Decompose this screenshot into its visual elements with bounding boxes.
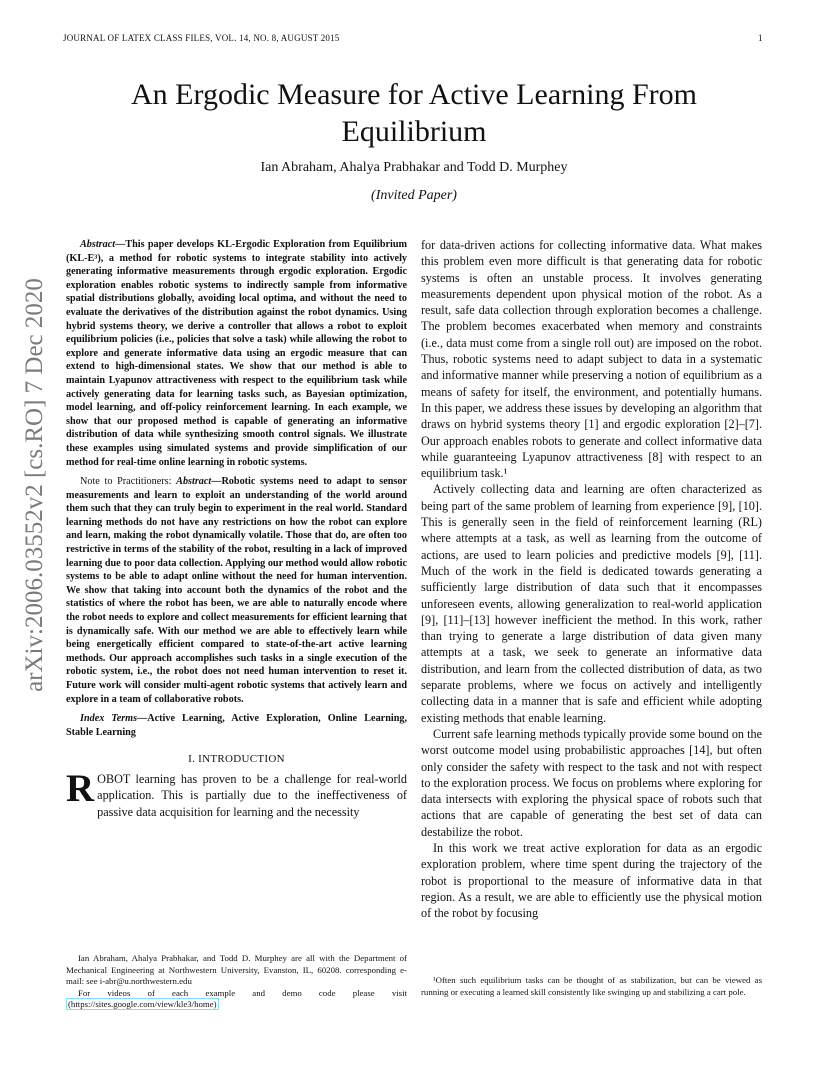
page-number: 1 (758, 33, 763, 43)
body-paragraph-1: for data-driven actions for collecting informative data. What makes this problem even more difficult is that generating data for robotic systems is often an unstable process. It involves generating measurements dependent upon physical motion of the robot. As a result, safe data collection through exploration becomes a challenge. The problem becomes exacerbated when memory and constraints (i.e., data must come from a single roll out) are imposed on the robot. Thus, robotic systems need to adapt subject to data in a systematic and informative manner while preserving a notion of equilibrium as a means of safety for itself, the environment, and potentially humans. In this paper, we address these issues by developing an algorithm that draws on hybrid systems theory [1] and ergodic exploration [2]–[7]. Our approach enables robots to generate and collect informative data while guaranteeing Lyapunov attractiveness [8] with respect to an equilibrium task.¹ (421, 238, 762, 481)
videos-note (66, 988, 407, 1011)
paper-title: An Ergodic Measure for Active Learning From Equilibrium (131, 78, 697, 148)
footnote-1: ¹Often such equilibrium tasks can be thought of as stabilization, but can be viewed as running or executing a learned skill consistently like swinging up and stabilizing a cart pole. (421, 975, 762, 997)
running-header: JOURNAL OF LATEX CLASS FILES, VOL. 14, NO. 8, AUGUST 2015 (63, 33, 340, 43)
introduction-text: OBOT learning has proven to be a challenge for real-world application. This is partially due to the ineffectiveness of passive data acquisition for learning and the necessity (97, 771, 407, 819)
note-to-practitioners (66, 475, 407, 706)
body-paragraph-3: Current safe learning methods typically provide some bound on the worst outcome model using probabilistic approaches [14], but often only consider the safety with respect to the task and not with respect to the exploration process. We focus on problems where exploring for data intersects with exploring the physical space of robots such that actions that are capable of generating the best set of data can destabilize the robot. (421, 726, 762, 839)
affiliation-footnote (66, 953, 407, 1011)
abstract (66, 238, 407, 469)
abstract-label: Abstract (80, 239, 116, 250)
affiliation-text: Ian Abraham, Ahalya Prabhakar, and Todd D. Murphey are all with the Department of Mechanical Engineering at Northwestern University, Evanston, IL, 60208. corresponding e-mail: see i-abr@u.northwestern.edu (66, 953, 407, 987)
index-terms-label: Index Terms (80, 713, 138, 725)
arxiv-stamp-text: arXiv:2006.03552v2 [cs.RO] 7 Dec 2020 (21, 278, 48, 692)
right-column (421, 237, 762, 921)
videos-link[interactable]: (https://sites.google.com/view/kle3/home) (68, 999, 217, 1010)
practitioners-prefix: Note to Practitioners: (80, 476, 177, 488)
section-heading-introduction: I. INTRODUCTION (188, 753, 285, 766)
index-terms-text: —Active Learning, Active Exploration, Online Learning, Stable Learning (66, 713, 407, 738)
body-paragraph-4: In this work we treat active exploration for data as an ergodic exploration problem, where time spent during the trajectory of the robot is proportional to the measure of informative data in that region. As a result, we are able to efficiently use the physical motion of the robot by focusing (421, 840, 762, 921)
left-column (66, 238, 407, 820)
body-paragraph-2: Actively collecting data and learning are often characterized as being part of the same problem of learning from experience [9], [10]. This is generally seen in the field of reinforcement learning (RL) where attempts at a task, as well as learning from the outcome of actions, are used to learn policies and predictive models [9], [11]. Much of the work in the field is dedicated towards generating a sufficiently large distribution of data such that it encompasses unforeseen events, allowing generalization to real-world application [9], [11]–[13] however inefficient the method. In this work, rather than trying to generate a large distribution of data given many attempts at a task, we seek to generate an informative data distribution, and learn from the collected distribution of data, as two separate problems, where we focus on actively and intelligently collecting data in a manner that is safe and efficient while adopting existing methods that enable learning. (421, 482, 762, 725)
paper-authors: Ian Abraham, Ahalya Prabhakar and Todd D. Murphey (260, 160, 568, 175)
dropcap: R (66, 766, 95, 810)
videos-prefix: For videos of each example and demo code please visit (78, 987, 407, 998)
practitioners-text: —Robotic systems need to adapt to sensor measurements and learn to exploit an understanding of the world around them such that they can truly begin to experiment in the real world. Standard learning methods do not have any restrictions on how the robot can explore and learn, making the robot dynamically volatile. Those that do, are often too restrictive in terms of the stability of the robot, resulting in a lack of improved learning due to poor data collection. Applying our method would allow robotic systems to be able to adapt online without the need for human intervention. We show that taking into account both the dynamics of the robot and the statistics of where the robot has been, we are able to naturally encode where the robot needs to explore and collect measurements for efficient learning that is dynamically safe. With our method we are able to effectively learn while being energetically efficient compared to state-of-the-art active learning methods. Our approach accomplishes such tasks in a single execution of the robotic system, i.e., the robot does not need human intervention to reset it. Future work will consider multi-agent robotic systems that actively learn and explore in a team of collaborative robots. (66, 476, 407, 705)
arxiv-stamp (15, 278, 55, 692)
practitioners-label: Abstract (176, 476, 212, 488)
index-terms (66, 712, 407, 739)
paper-type: (Invited Paper) (371, 188, 457, 203)
introduction-paragraph (66, 766, 407, 820)
abstract-text: —This paper develops KL-Ergodic Exploration from Equilibrium (KL-E³), a method for robotic systems to integrate stability into actively generating informative measurements through ergodic exploration. Ergodic exploration enables robotic systems to indirectly sample from informative spatial distributions globally, avoiding local optima, and without the need to evaluate the derivatives of the distribution against the robot dynamics. Using hybrid systems theory, we derive a controller that allows a robot to exploit equilibrium policies (i.e., policies that solve a task) while allowing the robot to explore and generate informative data using an ergodic measure that can extend to high-dimensional states. We show that our method is able to maintain Lyapunov attractiveness with respect to the equilibrium task while actively generating data for learning tasks such, as Bayesian optimization, model learning, and off-policy reinforcement learning. In each example, we show that our proposed method is capable of generating an informative distribution of data while synthesizing smooth control signals. We illustrate these examples using simulated systems and provide simplification of our method for real-time online learning in robotic systems. (66, 239, 407, 468)
